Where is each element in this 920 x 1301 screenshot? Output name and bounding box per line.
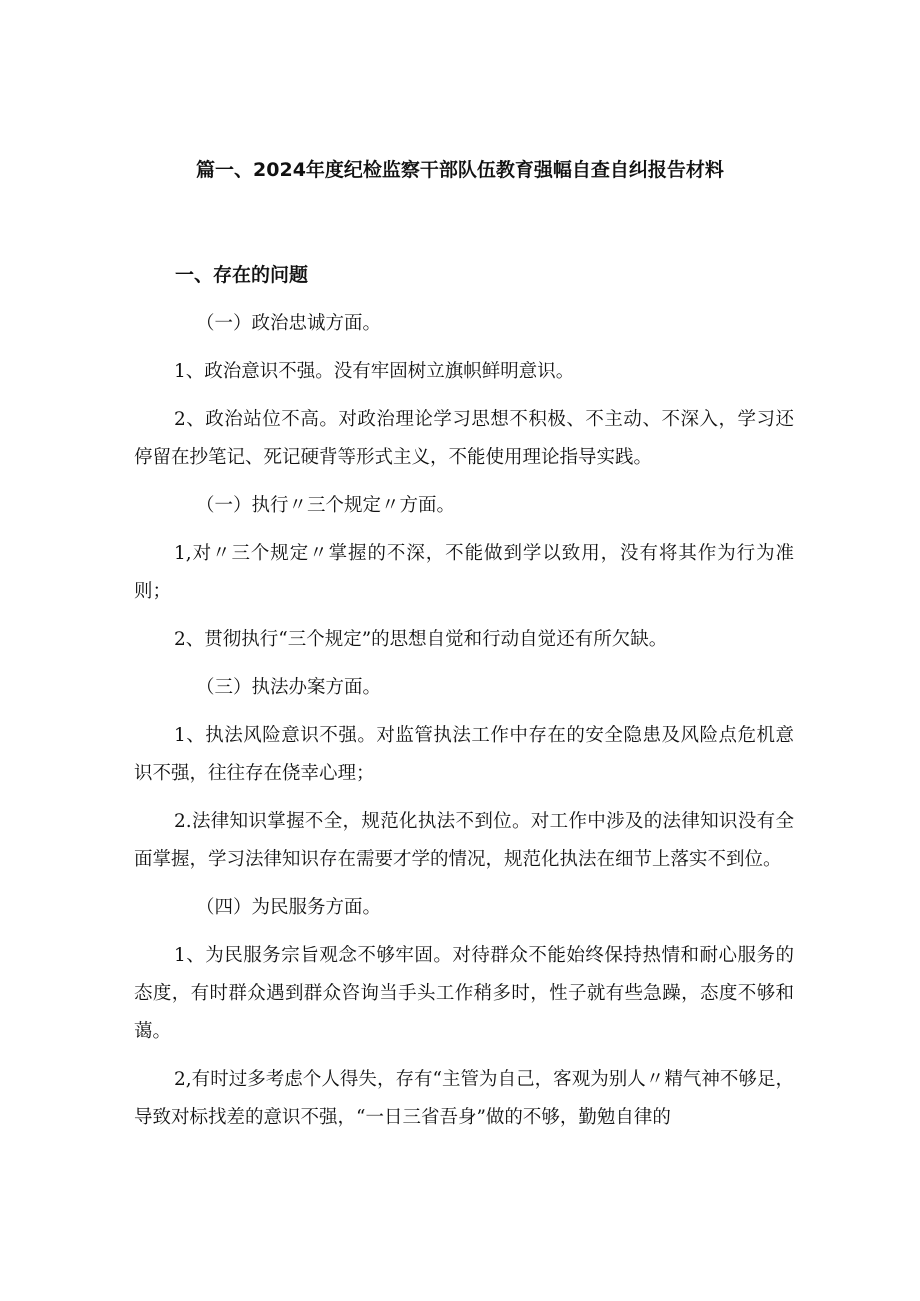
paragraph: 1、执法风险意识不强。对监管执法工作中存在的安全隐患及风险点危机意识不强，往往存在侥幸心理； bbox=[134, 725, 794, 784]
paragraph: 2、政治站位不高。对政治理论学习思想不积极、不主动、不深入，学习还停留在抄笔记、死记硬背等形式主义，不能使用理论指导实践。 bbox=[134, 409, 794, 468]
document-title: 篇一、2024年度纪检监察干部队伍教育强幅自查自纠报告材料 bbox=[196, 159, 724, 181]
paragraph: 2、贯彻执行“三个规定”的思想自觉和行动自觉还有所欠缺。 bbox=[174, 629, 668, 650]
subsection-heading: （一）执行〃三个规定〃方面。 bbox=[196, 495, 456, 516]
section-heading: 一、存在的问题 bbox=[175, 264, 309, 286]
paragraph: 1、政治意识不强。没有牢固树立旗帜鲜明意识。 bbox=[174, 361, 575, 382]
paragraph: 2.法律知识掌握不全，规范化执法不到位。对工作中涉及的法律知识没有全面掌握，学习法律知识存在需要才学的情况，规范化执法在细节上落实不到位。 bbox=[134, 811, 794, 870]
subsection-heading: （一）政治忠诚方面。 bbox=[196, 313, 382, 334]
paragraph: 1,对〃三个规定〃掌握的不深，不能做到学以致用，没有将其作为行为准则； bbox=[134, 543, 794, 602]
document-body bbox=[134, 305, 794, 1147]
paragraph: 2,有时过多考虑个人得失，存有“主管为自己，客观为别人〃精气神不够足，导致对标找差的意识不强，“一日三省吾身”做的不够，勤勉自律的 bbox=[134, 1069, 794, 1128]
paragraph: 1、为民服务宗旨观念不够牢固。对待群众不能始终保持热情和耐心服务的态度，有时群众遇到群众咨询当手头工作稍多时，性子就有些急躁，态度不够和蔼。 bbox=[134, 945, 794, 1042]
subsection-heading: （四）为民服务方面。 bbox=[196, 897, 382, 918]
subsection-heading: （三）执法办案方面。 bbox=[196, 677, 382, 698]
